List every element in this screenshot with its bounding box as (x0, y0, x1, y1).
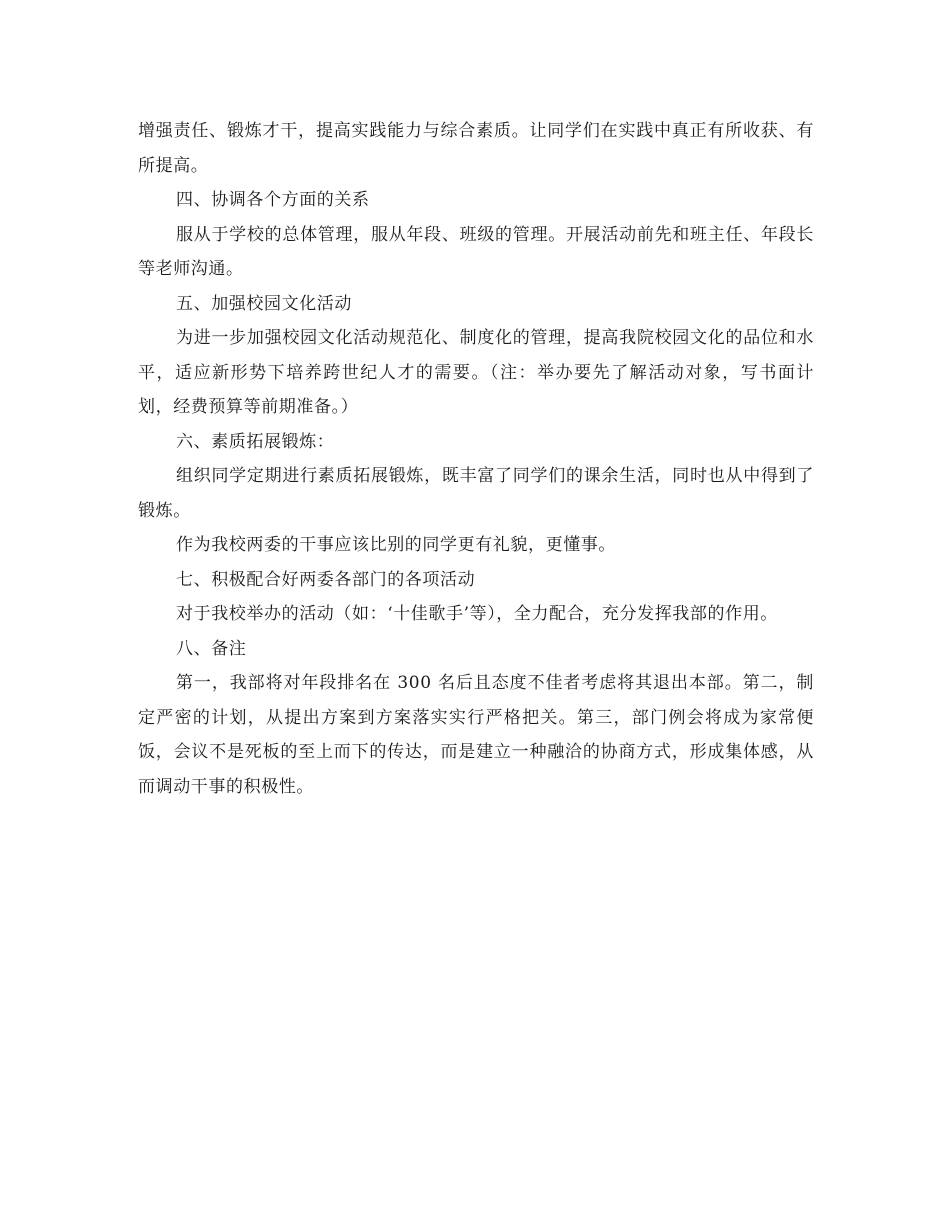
section-heading-5: 五、加强校园文化活动 (176, 293, 352, 314)
section-heading-4: 四、协调各个方面的关系 (176, 190, 370, 210)
paragraph-continuation: 增强责任、锻炼才干，提高实践能力与综合素质。让同学们在实践中真正有所收获、有所提高。 (138, 121, 814, 176)
section-heading-7: 七、积极配合好两委各部门的各项活动 (176, 569, 476, 590)
paragraph-etiquette: 作为我校两委的干事应该比别的同学更有礼貌，更懂事。 (176, 535, 616, 555)
section-heading-6: 六、素质拓展锻炼： (176, 431, 335, 452)
paragraph-campus-culture: 为进一步加强校园文化活动规范化、制度化的管理，提高我院校园文化的品位和水平，适应新形势下培养跨世纪人才的需要。（注：举办要先了解活动对象，写书面计划，经费预算等前期准备。） (138, 328, 814, 417)
paragraph-cooperation: 对于我校举办的活动（如：‘十佳歌手’等），全力配合，充分发挥我部的作用。 (176, 604, 778, 624)
paragraph-coordination: 服从于学校的总体管理，服从年段、班级的管理。开展活动前先和班主任、年段长等老师沟通。 (138, 224, 814, 279)
paragraph-expansion-training: 组织同学定期进行素质拓展锻炼，既丰富了同学们的课余生活，同时也从中得到了锻炼。 (138, 466, 814, 521)
document-body (138, 114, 814, 804)
paragraph-remarks: 第一，我部将对年段排名在 300 名后且态度不佳者考虑将其退出本部。第二，制定严密的计划，从提出方案到方案落实实行严格把关。第三，部门例会将成为家常便饭，会议不是死板的至上而下的传达，而是建立一种融洽的协商方式，形成集体感，从而调动干事的积极性。 (138, 673, 814, 797)
section-heading-8: 八、备注 (176, 638, 247, 659)
